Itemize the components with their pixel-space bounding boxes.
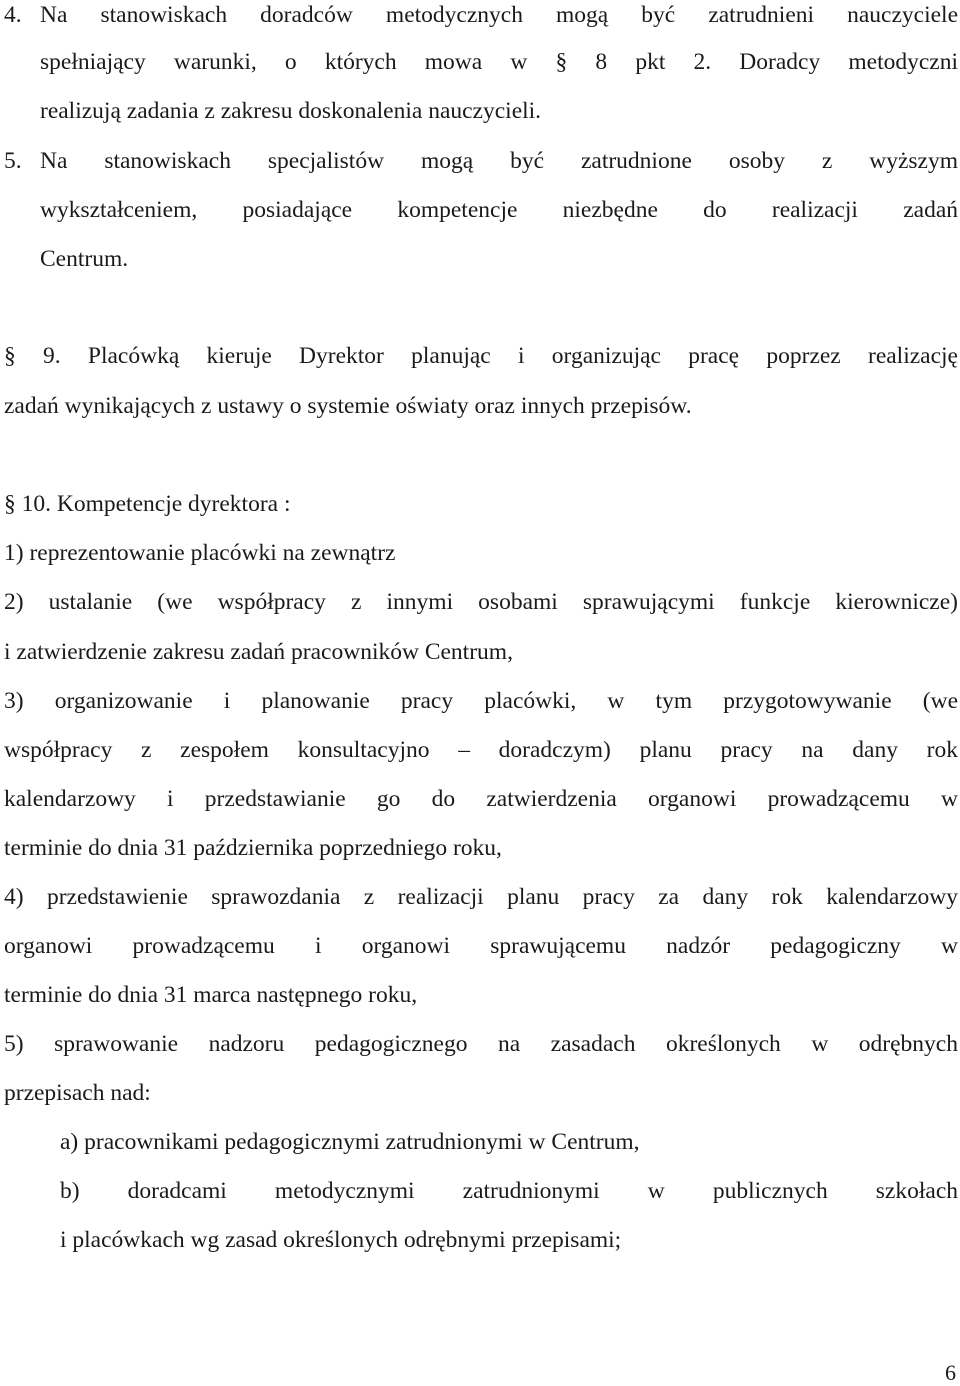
paragraph-line: realizują zadania z zakresu doskonalenia nauczycieli. — [40, 98, 542, 124]
competence-line: organowi prowadzącemu i organowi sprawującemu nadzór pedagogiczny w — [4, 933, 958, 959]
competence-line: 2) ustalanie (we współpracy z innymi osobami sprawującymi funkcje kierownicze) — [4, 589, 958, 615]
sub-item-line: i placówkach wg zasad określonych odrębnymi przepisami; — [60, 1227, 622, 1253]
competence-line: terminie do dnia 31 marca następnego roku, — [4, 982, 418, 1008]
sub-item-line: a) pracownikami pedagogicznymi zatrudnionymi w Centrum, — [60, 1129, 640, 1155]
paragraph-line: spełniający warunki, o których mowa w § 8 pkt 2. Doradcy metodyczni — [40, 49, 958, 75]
competence-line: 5) sprawowanie nadzoru pedagogicznego na zasadach określonych w odrębnych — [4, 1031, 958, 1057]
section-9-paragraph-line: § 9. Placówką kieruje Dyrektor planując i organizując pracę poprzez realizację — [4, 343, 958, 369]
section-10-heading: § 10. Kompetencje dyrektora : — [4, 491, 291, 517]
paragraph-line: Centrum. — [40, 246, 129, 272]
sub-item-line: b) doradcami metodycznymi zatrudnionymi w publicznych szkołach — [60, 1178, 958, 1204]
competence-line: 1) reprezentowanie placówki na zewnątrz — [4, 540, 396, 566]
competence-line: 4) przedstawienie sprawozdania z realizacji planu pracy za dany rok kalendarzowy — [4, 884, 958, 910]
item-number: 4. — [4, 2, 22, 28]
item-number: 5. — [4, 148, 22, 174]
section-9-paragraph-line: zadań wynikających z ustawy o systemie oświaty oraz innych przepisów. — [4, 393, 692, 419]
paragraph-line: Na stanowiskach doradców metodycznych mogą być zatrudnieni nauczyciele — [40, 2, 958, 28]
competence-line: terminie do dnia 31 października poprzedniego roku, — [4, 835, 502, 861]
competence-line: przepisach nad: — [4, 1080, 151, 1106]
paragraph-line: Na stanowiskach specjalistów mogą być zatrudnione osoby z wyższym — [40, 148, 958, 174]
competence-line: kalendarzowy i przedstawianie go do zatwierdzenia organowi prowadzącemu w — [4, 786, 958, 812]
paragraph-line: wykształceniem, posiadające kompetencje niezbędne do realizacji zadań — [40, 197, 958, 223]
competence-line: współpracy z zespołem konsultacyjno – doradczym) planu pracy na dany rok — [4, 737, 958, 763]
page-number: 6 — [945, 1360, 956, 1385]
competence-line: 3) organizowanie i planowanie pracy placówki, w tym przygotowywanie (we — [4, 688, 958, 714]
competence-line: i zatwierdzenie zakresu zadań pracowników Centrum, — [4, 639, 513, 665]
